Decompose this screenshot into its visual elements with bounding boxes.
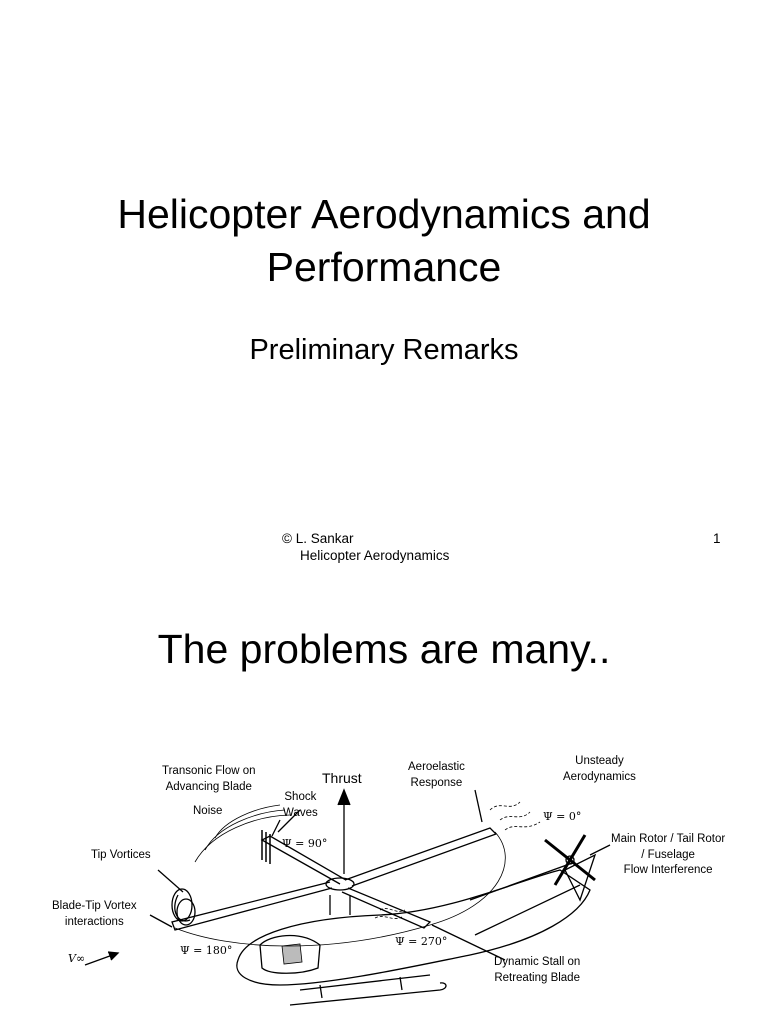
- label-bvi: Blade-Tip Vortex interactions: [52, 900, 137, 928]
- label-interference: Main Rotor / Tail Rotor / Fuselage Flow Interference: [611, 833, 726, 876]
- slide-subtitle: Preliminary Remarks: [249, 334, 519, 366]
- footer-course: Helicopter Aerodynamics: [300, 548, 450, 563]
- blade-retreating: [342, 888, 430, 928]
- psi-180-label: Ψ = 180°: [180, 944, 233, 957]
- slide-title-line1: Helicopter Aerodynamics and: [117, 191, 651, 237]
- psi-0-label: Ψ = 0°: [543, 810, 582, 823]
- label-noise: Noise: [193, 805, 223, 817]
- label-thrust: Thrust: [322, 770, 362, 786]
- label-aeroelastic: Aeroelastic Response: [408, 761, 465, 789]
- slide-title-line2: Performance: [266, 244, 502, 290]
- label-tip-vortices: Tip Vortices: [91, 849, 151, 861]
- slide-title: [0, 188, 768, 294]
- blade-aft: [345, 828, 496, 886]
- page-number: 1: [713, 531, 721, 546]
- label-unsteady: Unsteady Aerodynamics: [563, 755, 636, 783]
- skids: [290, 975, 446, 1005]
- slide2-title: The problems are many..: [157, 626, 611, 672]
- label-transonic: Transonic Flow on Advancing Blade: [162, 765, 256, 793]
- psi-270-label: Ψ = 270°: [395, 935, 448, 948]
- footer-author: © L. Sankar: [282, 531, 354, 546]
- label-dynamic-stall: Dynamic Stall on Retreating Blade: [494, 956, 581, 984]
- label-shock-waves: Shock Waves: [283, 791, 318, 819]
- v-inf-label: V∞: [68, 952, 86, 965]
- helicopter-diagram: [0, 740, 768, 1024]
- psi-90-label: Ψ = 90°: [282, 837, 328, 850]
